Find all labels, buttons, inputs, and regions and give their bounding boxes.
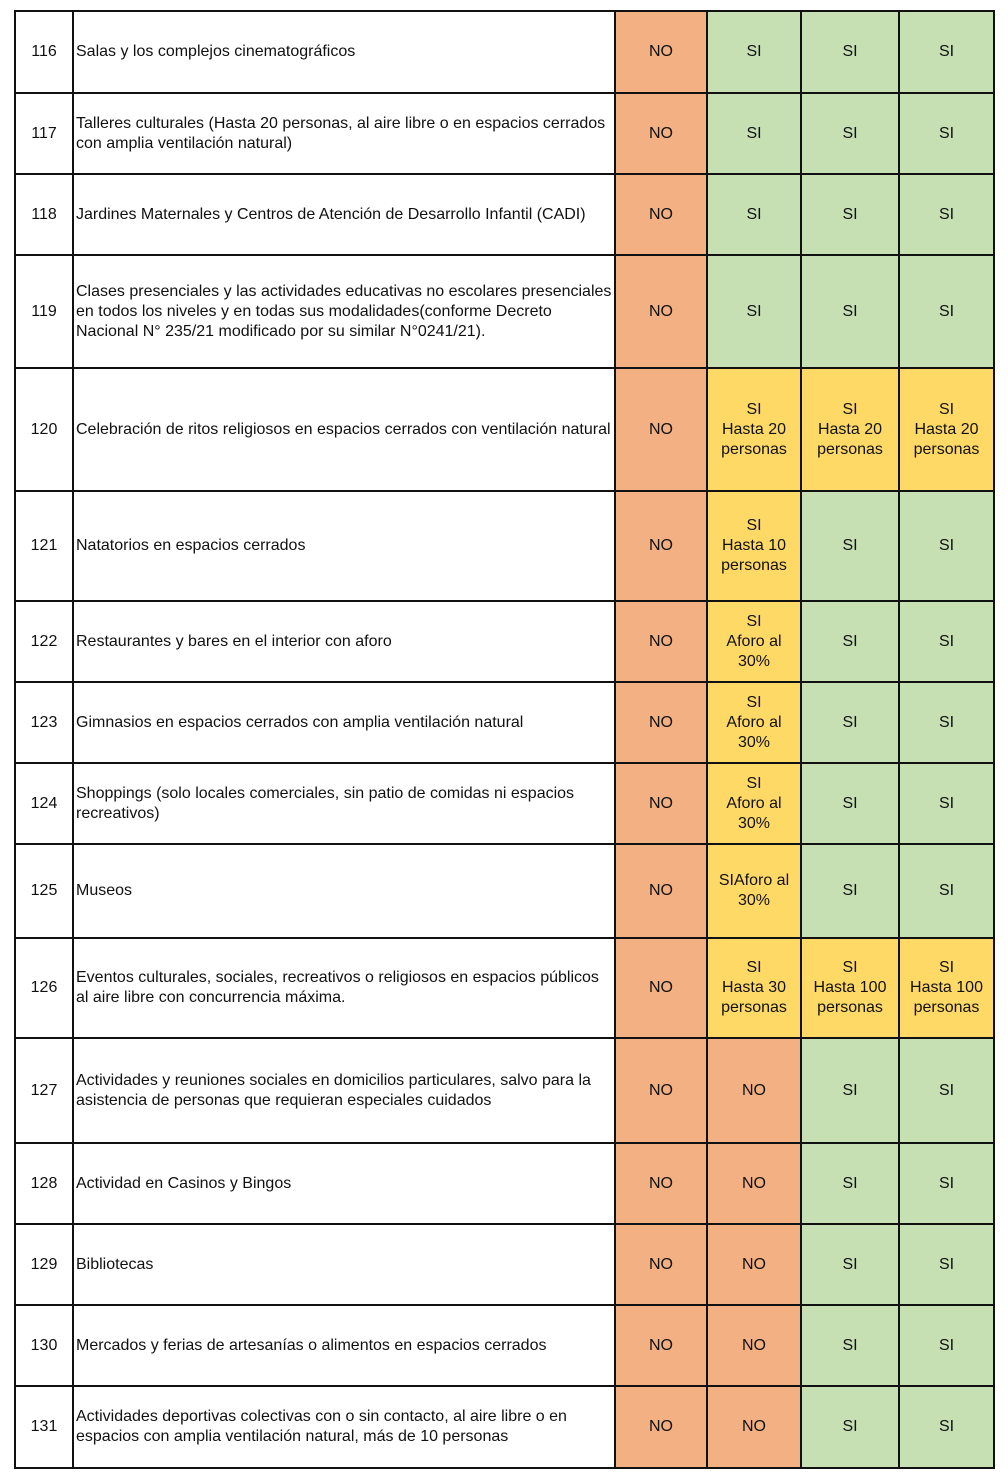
activity-description: Actividades deportivas colectivas con o sin contacto, al aire libre o en espacios con amplia ventilación natural, más de 10 personas [73,1386,615,1468]
row-number: 119 [15,255,73,368]
activity-description: Actividades y reuniones sociales en domicilios particulares, salvo para la asistencia de personas que requieran especiales cuidados [73,1038,615,1143]
status-cell-phase-3: SI [801,601,899,682]
row-number: 130 [15,1305,73,1386]
status-cell-phase-2: SI [707,255,801,368]
table-row [15,938,994,1038]
row-number: 126 [15,938,73,1038]
row-number: 124 [15,763,73,844]
activity-description: Talleres culturales (Hasta 20 personas, al aire libre o en espacios cerrados con amplia ventilación natural) [73,93,615,174]
status-cell-phase-3: SI [801,763,899,844]
table-row [15,1143,994,1224]
activity-description: Museos [73,844,615,938]
status-cell-phase-2: SI Aforo al 30% [707,601,801,682]
status-cell-phase-2: SI [707,174,801,255]
activity-description: Jardines Maternales y Centros de Atención de Desarrollo Infantil (CADI) [73,174,615,255]
status-cell-phase-4: SI [899,844,994,938]
status-cell-phase-4: SI [899,1143,994,1224]
table-row [15,368,994,491]
status-cell-phase-1: NO [615,255,707,368]
status-cell-phase-3: SI [801,174,899,255]
status-cell-phase-4: SI [899,93,994,174]
row-number: 121 [15,491,73,601]
status-cell-phase-3: SI Hasta 100 personas [801,938,899,1038]
table-row [15,11,994,93]
status-cell-phase-3: SI [801,93,899,174]
status-cell-phase-2: SI [707,93,801,174]
status-cell-phase-1: NO [615,1305,707,1386]
status-cell-phase-4: SI Hasta 100 personas [899,938,994,1038]
status-cell-phase-4: SI [899,11,994,93]
status-cell-phase-2: NO [707,1305,801,1386]
status-cell-phase-1: NO [615,368,707,491]
activity-description: Actividad en Casinos y Bingos [73,1143,615,1224]
status-cell-phase-3: SI [801,1038,899,1143]
table-row [15,1305,994,1386]
status-cell-phase-2: SI [707,11,801,93]
status-cell-phase-2: NO [707,1386,801,1468]
status-cell-phase-3: SI [801,844,899,938]
status-cell-phase-1: NO [615,491,707,601]
table-row [15,1386,994,1468]
status-cell-phase-1: NO [615,93,707,174]
table-row [15,1038,994,1143]
status-cell-phase-2: SIAforo al 30% [707,844,801,938]
activity-description: Salas y los complejos cinematográficos [73,11,615,93]
activity-description: Natatorios en espacios cerrados [73,491,615,601]
status-cell-phase-1: NO [615,682,707,763]
status-cell-phase-1: NO [615,1038,707,1143]
status-cell-phase-2: SI Hasta 10 personas [707,491,801,601]
status-cell-phase-3: SI [801,1143,899,1224]
status-cell-phase-4: SI [899,682,994,763]
status-cell-phase-4: SI [899,763,994,844]
status-cell-phase-3: SI Hasta 20 personas [801,368,899,491]
row-number: 116 [15,11,73,93]
table-row [15,601,994,682]
activity-description: Eventos culturales, sociales, recreativos o religiosos en espacios públicos al aire libre con concurrencia máxima. [73,938,615,1038]
table-row [15,491,994,601]
status-cell-phase-4: SI [899,255,994,368]
status-cell-phase-4: SI [899,1038,994,1143]
status-cell-phase-4: SI [899,174,994,255]
status-cell-phase-2: SI Aforo al 30% [707,682,801,763]
status-cell-phase-2: NO [707,1224,801,1305]
row-number: 123 [15,682,73,763]
activity-description: Restaurantes y bares en el interior con aforo [73,601,615,682]
status-cell-phase-4: SI [899,1305,994,1386]
activities-table [14,10,995,1469]
status-cell-phase-3: SI [801,11,899,93]
row-number: 125 [15,844,73,938]
status-cell-phase-4: SI [899,491,994,601]
table-row [15,174,994,255]
status-cell-phase-1: NO [615,844,707,938]
table-row [15,682,994,763]
status-cell-phase-3: SI [801,255,899,368]
status-cell-phase-1: NO [615,601,707,682]
activity-description: Bibliotecas [73,1224,615,1305]
status-cell-phase-2: SI Hasta 30 personas [707,938,801,1038]
activity-description: Mercados y ferias de artesanías o alimentos en espacios cerrados [73,1305,615,1386]
activity-description: Clases presenciales y las actividades educativas no escolares presenciales en todos los niveles y en todas sus modalidades(conforme Decreto Nacional N° 235/21 modificado por su similar N°0241/21). [73,255,615,368]
row-number: 128 [15,1143,73,1224]
status-cell-phase-1: NO [615,1224,707,1305]
status-cell-phase-4: SI Hasta 20 personas [899,368,994,491]
status-cell-phase-4: SI [899,1386,994,1468]
status-cell-phase-2: NO [707,1143,801,1224]
status-cell-phase-1: NO [615,938,707,1038]
activity-description: Gimnasios en espacios cerrados con amplia ventilación natural [73,682,615,763]
status-cell-phase-1: NO [615,1386,707,1468]
activity-description: Celebración de ritos religiosos en espacios cerrados con ventilación natural [73,368,615,491]
status-cell-phase-4: SI [899,1224,994,1305]
table-row [15,763,994,844]
status-cell-phase-2: SI Hasta 20 personas [707,368,801,491]
status-cell-phase-1: NO [615,11,707,93]
status-cell-phase-3: SI [801,1386,899,1468]
status-cell-phase-3: SI [801,1224,899,1305]
row-number: 127 [15,1038,73,1143]
activity-description: Shoppings (solo locales comerciales, sin patio de comidas ni espacios recreativos) [73,763,615,844]
status-cell-phase-2: NO [707,1038,801,1143]
row-number: 131 [15,1386,73,1468]
row-number: 120 [15,368,73,491]
row-number: 117 [15,93,73,174]
status-cell-phase-3: SI [801,1305,899,1386]
status-cell-phase-2: SI Aforo al 30% [707,763,801,844]
row-number: 118 [15,174,73,255]
status-cell-phase-3: SI [801,491,899,601]
row-number: 122 [15,601,73,682]
table-row [15,93,994,174]
status-cell-phase-1: NO [615,763,707,844]
table-row [15,844,994,938]
status-cell-phase-1: NO [615,1143,707,1224]
table-row [15,255,994,368]
status-cell-phase-3: SI [801,682,899,763]
row-number: 129 [15,1224,73,1305]
status-cell-phase-4: SI [899,601,994,682]
status-cell-phase-1: NO [615,174,707,255]
table-row [15,1224,994,1305]
